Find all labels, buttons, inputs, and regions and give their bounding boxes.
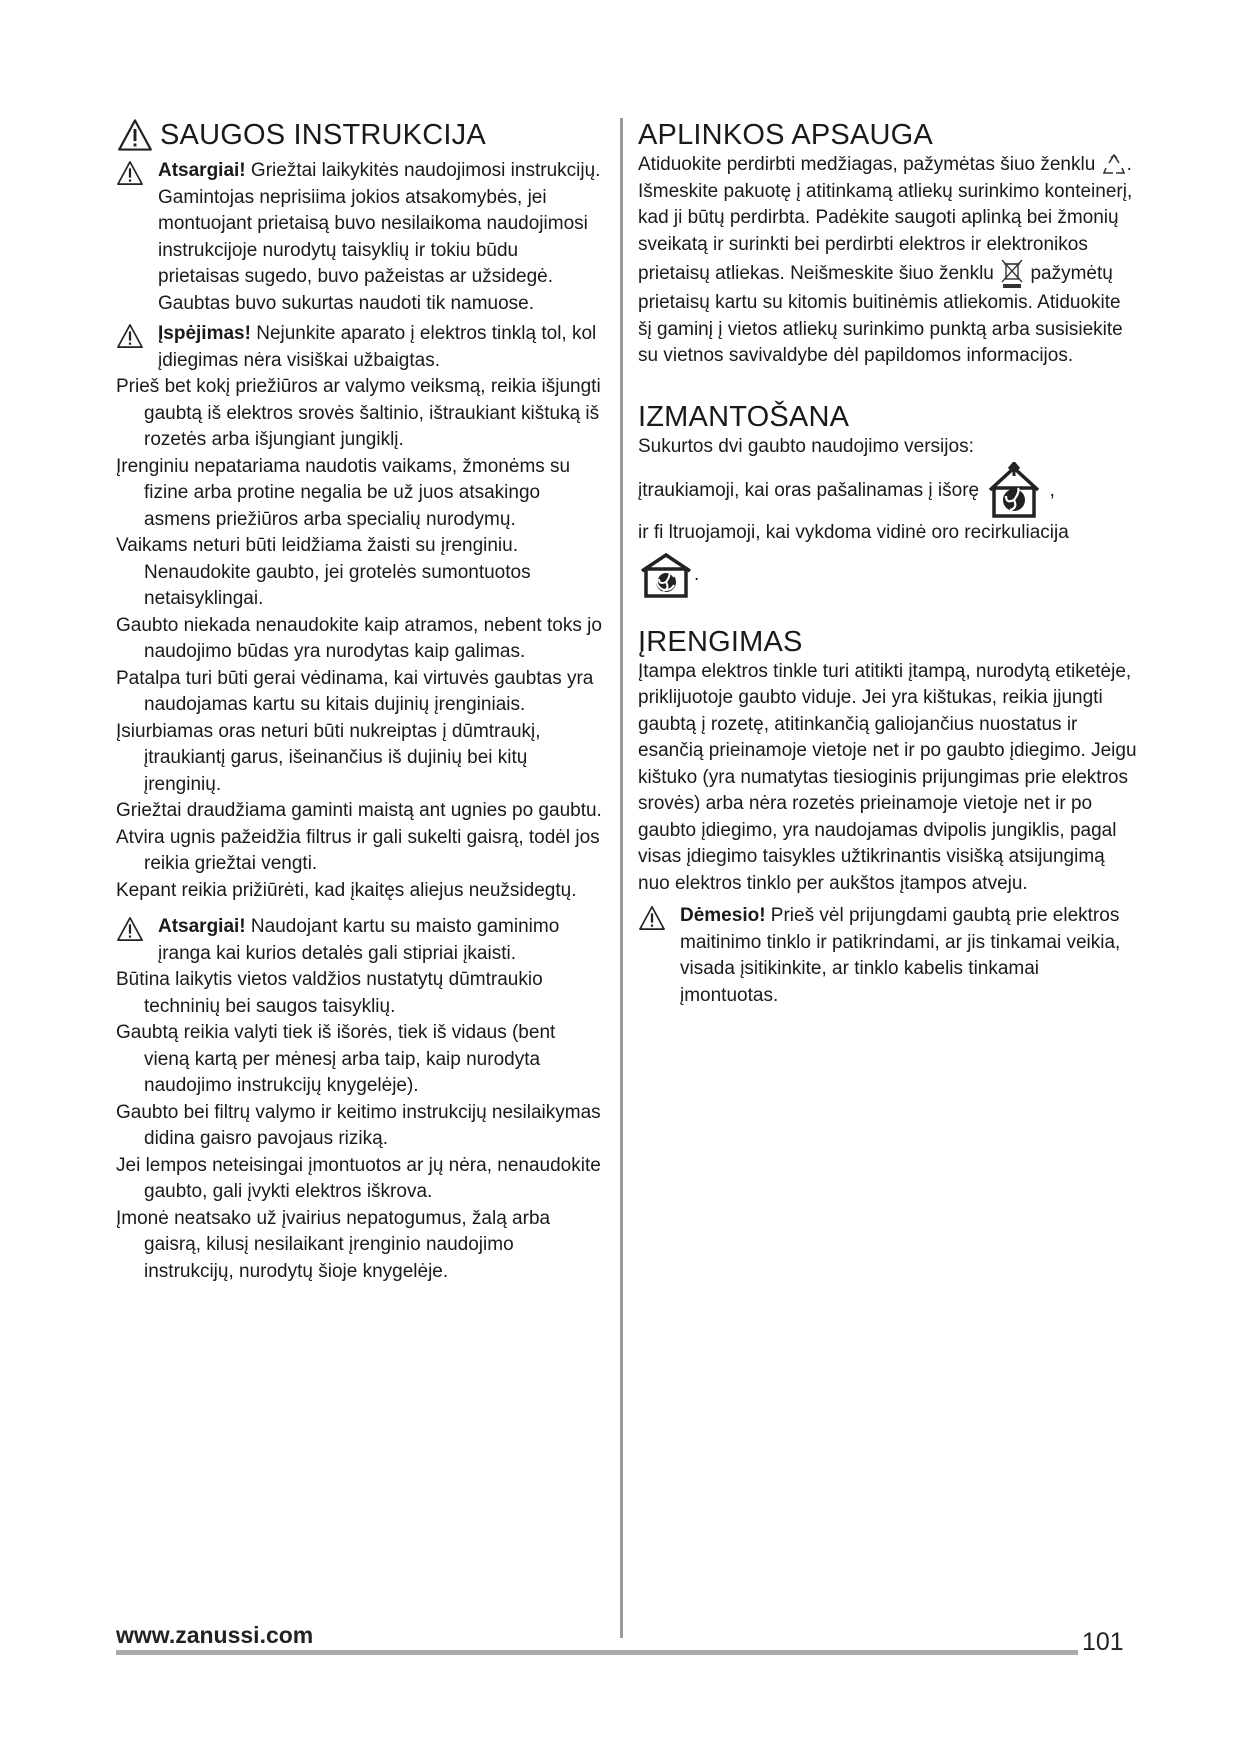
usage-text: , — [1049, 480, 1055, 502]
extraction-mode-icon — [984, 462, 1044, 520]
safety-paragraph: Patalpa turi būti gerai vėdinama, kai virtuvės gaubtas yra naudojamas kartu su kitais dujinių įrenginiais. — [116, 667, 594, 715]
caution-text: Naudojant kartu su maisto gaminimo įranga kai kurios detalės gali stipriai įkaisti. — [158, 916, 560, 964]
warning-text: Nejunkite aparato į elektros tinklą tol, kol įdiegimas nėra visiškai užbaigtas. — [158, 323, 597, 371]
warning-icon — [638, 905, 666, 931]
safety-paragraph: Gaubto niekada nenaudokite kaip atramos, nebent toks jo naudojimo būdas yra nurodytas kaip galimas. — [116, 614, 602, 662]
environment-title: APLINKOS APSAUGA — [638, 119, 933, 151]
recirculation-mode-icon — [638, 551, 694, 599]
warning-icon — [116, 118, 154, 152]
recycle-icon — [1101, 152, 1127, 178]
page-number: 101 — [1082, 1628, 1124, 1656]
caution-block-1 — [116, 158, 604, 317]
caution-label: Atsargiai! — [158, 160, 246, 181]
safety-paragraph: Atvira ugnis pažeidžia filtrus ir gali sukelti gaisrą, todėl jos reikia griežtai vengti. — [116, 826, 600, 874]
usage-text: įtraukiamoji, kai oras pašalinamas į išorę — [638, 480, 980, 502]
warning-block — [116, 321, 604, 374]
caution-label: Atsargiai! — [158, 916, 246, 937]
environment-text-part: pažymėtų prietaisų kartu su kitomis buitinėmis atliekomis. Atiduokite šį gaminį į vietos atliekų surinkimo punktą arba susisiekite su vietnos savivaldybe dėl papildomos informacijos. — [638, 263, 1123, 367]
usage-recirculation: ir fi ltruojamoji, kai vykdoma vidinė oro recirkuliacija — [638, 522, 1069, 544]
usage-recirculation-icon-row — [638, 551, 1138, 599]
safety-paragraph: Kepant reikia prižiūrėti, kad įkaitęs aliejus neužsidegtų. — [116, 879, 577, 901]
environment-text — [638, 152, 1138, 370]
safety-paragraph: Būtina laikytis vietos valdžios nustatytų dūmtraukio techninių bei saugos taisyklių. — [116, 969, 543, 1017]
safety-title: SAUGOS INSTRUKCIJA — [160, 119, 486, 151]
safety-paragraph: Įrenginiu nepatariama naudotis vaikams, žmonėms su fizine arba protine negalia be už juos atsakingo asmens priežiūros arba specialių nurodymų. — [116, 455, 571, 530]
safety-paragraph: Įmonė neatsako už įvairius nepatogumus, žalą arba gaisrą, kilusį nesilaikant įrenginio naudojimo instrukcijų, nurodytų šioje knygelėje. — [116, 1207, 551, 1282]
footer-rule — [116, 1650, 1078, 1655]
attention-block — [638, 903, 1138, 1009]
weee-bin-icon — [999, 258, 1025, 290]
caution-text: Griežtai laikykitės naudojimosi instrukcijų. Gamintojas neprisiima jokios atsakomybės, jei montuojant prietaisą buvo nesilaikoma naudojimosi instrukcijoje nurodytų taisyklių ir tokiu būdu prietaisas sugedo, buvo pažeistas ar užsidegė. Gaubtas buvo sukurtas naudoti tik namuose. — [158, 160, 601, 314]
safety-paragraph: Jei lempos neteisingai įmontuotos ar jų nėra, nenaudokite gaubto, gali įvykti elektros iškrova. — [116, 1154, 601, 1202]
safety-paragraph: Įsiurbiamas oras neturi būti nukreiptas į dūmtraukį, įtraukiantį garus, išeinančius iš dujinių bei kitų įrenginių. — [116, 720, 541, 795]
warning-icon — [116, 323, 144, 349]
safety-column — [116, 118, 604, 1285]
caution-block-2 — [116, 914, 604, 967]
usage-title: IZMANTOŠANA — [638, 400, 850, 433]
attention-label: Dėmesio! — [680, 905, 766, 927]
environment-text-part: . Išmeskite pakuotę į atitinkamą atliekų surinkimo konteinerį, kad ji būtų perdirbta. Padėkite saugoti aplinką bei žmonių sveikatą ir surinkti bei perdirbti elektros ir elektronikos prietaisų atliekas. Neišmeskite šiuo ženklu — [638, 154, 1133, 285]
environment-text-part: Atiduokite perdirbti medžiagas, pažymėtas šiuo ženklu — [638, 154, 1096, 176]
usage-intro: Sukurtos dvi gaubto naudojimo versijos: — [638, 435, 974, 457]
usage-text: . — [694, 563, 700, 585]
safety-paragraph: Prieš bet kokį priežiūros ar valymo veiksmą, reikia išjungti gaubtą iš elektros srovės šaltinio, ištraukiant kištuką iš rozetės arba išjungiant jungiklį. — [116, 376, 601, 450]
safety-paragraph: Griežtai draudžiama gaminti maistą ant ugnies po gaubtu. — [116, 800, 602, 821]
safety-paragraph: Gaubtą reikia valyti tiek iš išorės, tiek iš vidaus (bent vieną kartą per mėnesį arba taip, kaip nurodyta naudojimo instrukcijų knygelėje). — [116, 1022, 556, 1096]
warning-icon — [116, 916, 144, 942]
installation-title: ĮRENGIMAS — [638, 625, 803, 658]
safety-paragraph: Vaikams neturi būti leidžiama žaisti su įrenginiu. Nenaudokite gaubto, jei grotelės sumontuotos netaisyklingai. — [116, 535, 531, 609]
attention-text: Prieš vėl prijungdami gaubtą prie elektros maitinimo tinklo ir patikrindami, ar jis tinkamai veikia, visada įsitikinkite, ar tinklo kabelis tinkamai įmontuotas. — [680, 905, 1121, 1006]
footer-website-link[interactable]: www.zanussi.com — [116, 1622, 314, 1648]
usage-extraction — [638, 462, 1138, 520]
safety-heading — [116, 118, 604, 152]
warning-icon — [116, 160, 144, 186]
info-column — [638, 118, 1138, 1009]
warning-label: Įspėjimas! — [158, 323, 251, 344]
safety-paragraph: Gaubto bei filtrų valymo ir keitimo instrukcijų nesilaikymas didina gaisro pavojaus riziką. — [116, 1101, 601, 1149]
column-divider — [620, 118, 623, 1638]
installation-text: Įtampa elektros tinkle turi atitikti įtampą, nurodytą etiketėje, priklijuotoje gaubto viduje. Jei yra kištukas, reikia įjungti gaubtą į rozetę, atitinkančią galiojančius nuostatus ir esančią prieinamoje vietoje net ir po gaubto įdiegimo. Jeigu kištuko (yra numatytas tiesioginis prijungimas prie elektros srovės) arba nėra rozetės prieinamoje vietoje net ir po gaubto įdiegimo, yra naudojamas dvipolis jungiklis, pagal visas įdiegimo taisykles užtikrinantis visišką atsijungimą nuo elektros tinklo per aukštos įtampos atveju. — [638, 660, 1137, 894]
